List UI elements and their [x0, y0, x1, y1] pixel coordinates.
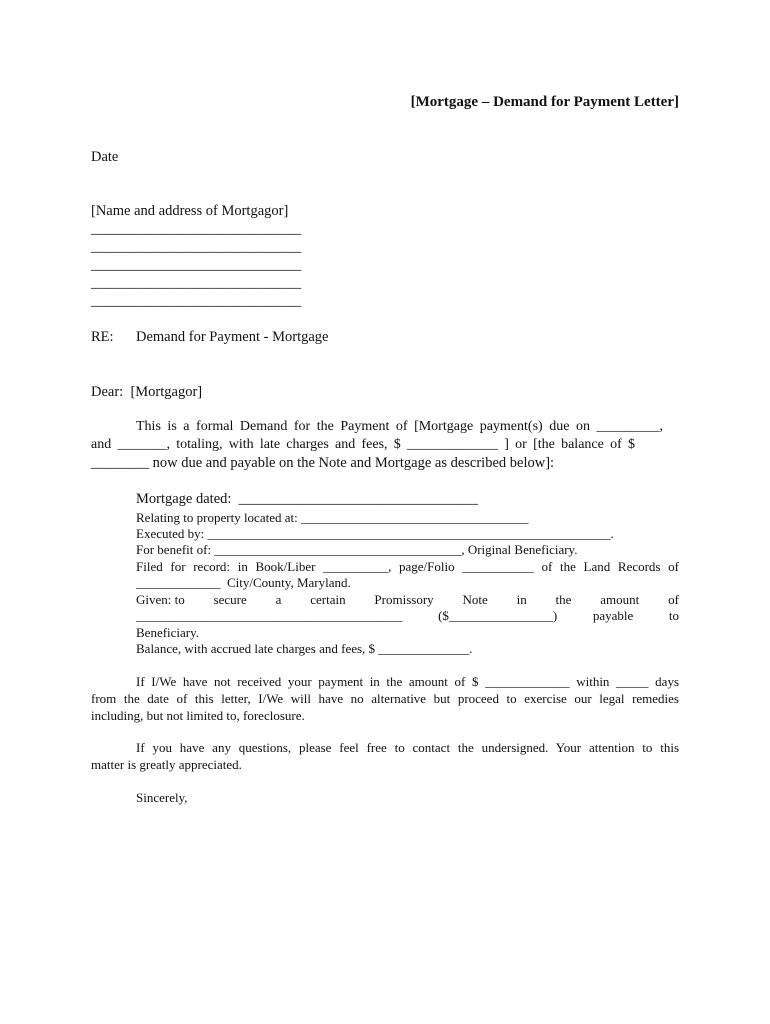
payment-paragraph-line-2: from the date of this letter, I/We will have no alternative but proceed to exercise our legal remedies — [91, 691, 679, 706]
beneficiary: Beneficiary. — [136, 625, 200, 640]
given-line-2 — [136, 609, 679, 622]
given-word: certain — [310, 592, 346, 607]
given-word: Note — [462, 592, 488, 607]
closing: Sincerely, — [136, 790, 188, 805]
given-word: of — [668, 592, 679, 607]
mortgage-dated: Mortgage dated: _________________________________ — [136, 491, 478, 507]
address-line: _____________________________ — [91, 239, 302, 255]
questions-paragraph-line-2: matter is greatly appreciated. — [91, 757, 242, 772]
intro-line-3: ________ now due and payable on the Note and Mortgage as described below]: — [91, 455, 555, 471]
address-line: _____________________________ — [91, 275, 302, 291]
for-benefit-of: For benefit of: ______________________________________, Original Beneficiary. — [136, 542, 578, 557]
balance-line: Balance, with accrued late charges and fees, $ ______________. — [136, 641, 473, 656]
date-label: Date — [91, 149, 119, 165]
relating-to-property: Relating to property located at: ___________________________________ — [136, 510, 529, 525]
given-word: _________________________________________ — [136, 608, 403, 623]
given-word: the — [555, 592, 572, 607]
payment-paragraph-line-3: including, but not limited to, foreclosure. — [91, 708, 305, 723]
questions-paragraph-line-1: If you have any questions, please feel free to contact the undersigned. Your attention to this — [136, 740, 679, 755]
salutation: Dear: [Mortgagor] — [91, 384, 203, 400]
address-line: _____________________________ — [91, 257, 302, 273]
intro-line-2: and _______, totaling, with late charges and fees, $ _____________ ] or [the balance of $ — [91, 437, 635, 452]
mortgagor-address-label: [Name and address of Mortgagor] — [91, 203, 289, 219]
letter-title: [Mortgage – Demand for Payment Letter] — [410, 94, 679, 110]
filed-for-record-line-1: Filed for record: in Book/Liber __________, page/Folio ___________ of the Land Records of — [136, 559, 679, 574]
re-subject: Demand for Payment - Mortgage — [136, 329, 329, 345]
executed-by: Executed by: ______________________________________________________________. — [136, 526, 614, 541]
given-word: a — [275, 592, 282, 607]
given-line-1 — [136, 593, 679, 606]
given-word: to — [668, 608, 679, 623]
address-line: _____________________________ — [91, 293, 302, 309]
given-word: payable — [592, 608, 634, 623]
filed-for-record-line-2: _____________ City/County, Maryland. — [136, 575, 351, 590]
given-word: Given: to — [136, 592, 185, 607]
given-word: Promissory — [374, 592, 434, 607]
given-word: ($________________) — [438, 608, 558, 623]
given-word: secure — [213, 592, 247, 607]
intro-line-1: This is a formal Demand for the Payment of [Mortgage payment(s) due on _________, — [136, 419, 663, 434]
payment-paragraph-line-1: If I/We have not received your payment in the amount of $ _____________ within _____ days — [136, 674, 679, 689]
given-word: amount — [600, 592, 640, 607]
re-label: RE: — [91, 329, 114, 345]
address-line: _____________________________ — [91, 221, 302, 237]
given-word: in — [516, 592, 527, 607]
